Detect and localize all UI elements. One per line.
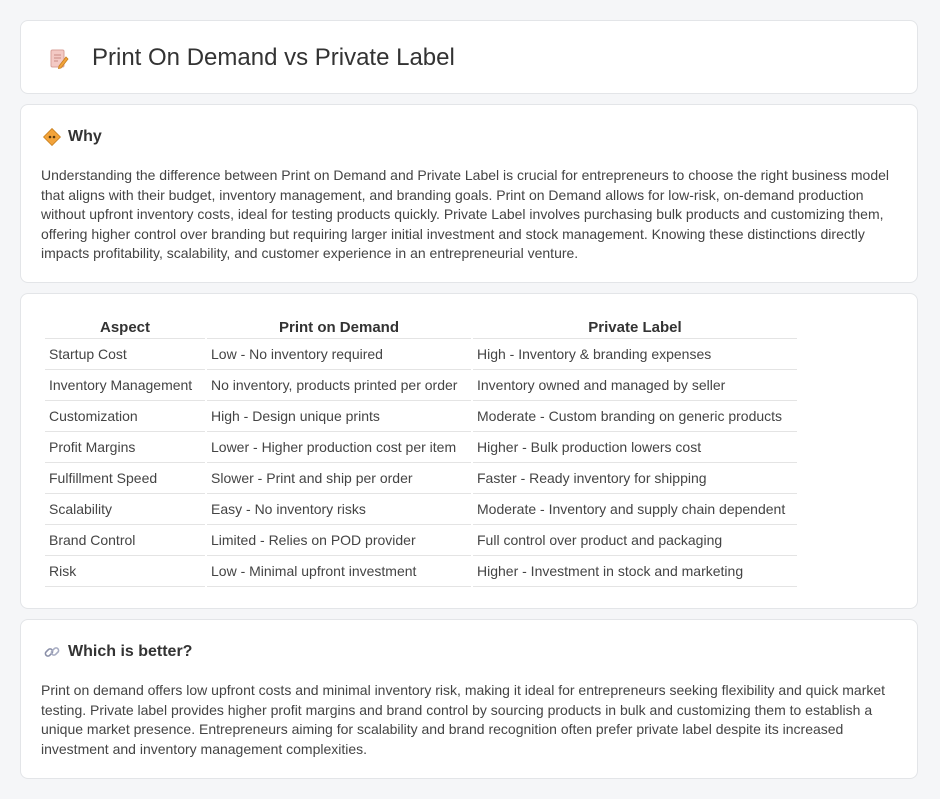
- print-on-demand-cell: No inventory, products printed per order: [207, 370, 471, 401]
- print-on-demand-cell: Low - No inventory required: [207, 339, 471, 370]
- table-row: [45, 370, 797, 401]
- aspect-cell: Startup Cost: [45, 339, 205, 370]
- diamond-sign-icon: [43, 128, 61, 146]
- table-header-row: [45, 316, 797, 339]
- print-on-demand-cell: Easy - No inventory risks: [207, 494, 471, 525]
- aspect-cell: Risk: [45, 556, 205, 587]
- private-label-cell: Higher - Investment in stock and marketing: [473, 556, 797, 587]
- why-section: [20, 104, 918, 283]
- why-heading-row: [43, 126, 102, 148]
- table-row: [45, 339, 797, 370]
- print-on-demand-cell: Low - Minimal upfront investment: [207, 556, 471, 587]
- aspect-cell: Fulfillment Speed: [45, 463, 205, 494]
- column-header-print-on-demand: Print on Demand: [207, 316, 471, 339]
- header-card: [20, 20, 918, 94]
- page-title: Print On Demand vs Private Label: [92, 44, 455, 71]
- better-heading-row: [43, 641, 192, 663]
- print-on-demand-cell: Limited - Relies on POD provider: [207, 525, 471, 556]
- print-on-demand-cell: Lower - Higher production cost per item: [207, 432, 471, 463]
- private-label-cell: Full control over product and packaging: [473, 525, 797, 556]
- aspect-cell: Scalability: [45, 494, 205, 525]
- print-on-demand-cell: High - Design unique prints: [207, 401, 471, 432]
- table-row: [45, 556, 797, 587]
- table-row: [45, 432, 797, 463]
- private-label-cell: Moderate - Custom branding on generic products: [473, 401, 797, 432]
- column-header-private-label: Private Label: [473, 316, 797, 339]
- private-label-cell: Higher - Bulk production lowers cost: [473, 432, 797, 463]
- why-heading: Why: [68, 128, 102, 145]
- better-heading: Which is better?: [68, 643, 193, 660]
- private-label-cell: High - Inventory & branding expenses: [473, 339, 797, 370]
- link-icon: [43, 643, 61, 661]
- private-label-cell: Moderate - Inventory and supply chain dependent: [473, 494, 797, 525]
- table-row: [45, 525, 797, 556]
- better-text: Print on demand offers low upfront costs and minimal inventory risk, making it ideal for entrepreneurs seeking flexibility and quick market testing. Private label provides higher profit margins and brand control by sourcing products in bulk and customizing them to establish a unique market presence. Entrepreneurs aiming for scalability and brand recognition often prefer private label despite its increased investment and inventory management complexities.: [41, 682, 886, 757]
- aspect-cell: Brand Control: [45, 525, 205, 556]
- document-pencil-icon: [47, 47, 71, 71]
- aspect-cell: Customization: [45, 401, 205, 432]
- table-row: [45, 463, 797, 494]
- private-label-cell: Faster - Ready inventory for shipping: [473, 463, 797, 494]
- print-on-demand-cell: Slower - Print and ship per order: [207, 463, 471, 494]
- comparison-section: [20, 293, 918, 609]
- private-label-cell: Inventory owned and managed by seller: [473, 370, 797, 401]
- why-text: Understanding the difference between Print on Demand and Private Label is crucial for entrepreneurs to choose the right business model that aligns with their budget, inventory management, and branding goals. Print on Demand allows for low-risk, on-demand production without upfront inventory costs, ideal for testing products quickly. Private Label involves purchasing bulk products and customizing them, offering higher control over branding but requiring larger initial investment and stock management. Knowing these distinctions directly impacts profitability, scalability, and customer experience in an entrepreneurial venture.: [41, 167, 890, 261]
- table-row: [45, 401, 797, 432]
- table-row: [45, 494, 797, 525]
- column-header-aspect: Aspect: [45, 316, 205, 339]
- which-is-better-section: [20, 619, 918, 779]
- aspect-cell: Profit Margins: [45, 432, 205, 463]
- comparison-table: [43, 316, 799, 587]
- aspect-cell: Inventory Management: [45, 370, 205, 401]
